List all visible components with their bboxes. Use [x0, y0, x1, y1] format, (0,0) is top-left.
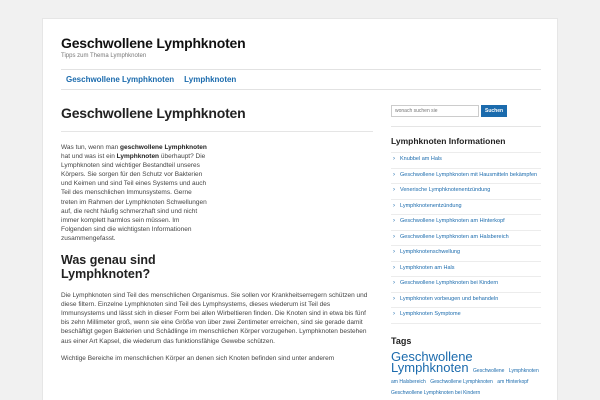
widget-title: Lymphknoten Informationen [391, 136, 506, 146]
intro-text-3: überhaupt? Die Lymphknoten sind wichtiger Bestandteil unseres Körpers. Sie sorgen für den Schutz vor Bakterien und Keimen und sind Teil eines Systems und auch Teil des menschlichen Immunsystems. Gerne treten im Rahmen der Lymphknoten Schwellungen auf, die recht häufig schmerzhaft sind und nicht immer komplett harmlos sein müssen. Im Folgenden sind die wichtigsten Informationen zusammengefasst. [61, 153, 207, 242]
search-form [391, 105, 541, 117]
bullet-icon: › [393, 311, 395, 317]
bullet-icon: › [393, 280, 395, 286]
tag-link[interactable]: Lymphknoten am Halsbereich [391, 367, 539, 385]
tag-link[interactable]: Geschwollene [473, 367, 505, 374]
sidebar-link-label: Lymphknotenschwellung [400, 249, 461, 255]
sidebar-link[interactable] [391, 169, 541, 185]
tag-link[interactable]: Geschwollene Lymphknoten [430, 378, 493, 385]
bullet-icon: › [393, 295, 395, 302]
section-title: Was genau sind Lymphknoten? [61, 253, 156, 282]
intro-paragraph [61, 143, 209, 243]
intro-bold-2: Lymphknoten [116, 153, 160, 161]
intro-bold-1: geschwollene Lymphknoten [120, 144, 207, 151]
nav-item-geschwollene-lymphknoten[interactable]: Geschwollene Lymphknoten [66, 75, 175, 84]
bullet-icon: › [393, 187, 395, 193]
nav-item-lymphknoten[interactable]: Lymphknoten [184, 75, 237, 84]
sidebar-link[interactable] [391, 277, 541, 293]
sidebar-link-label: Geschwollene Lymphknoten mit Hausmitteln bekämpfen [400, 171, 538, 178]
sidebar-link-label: Geschwollene Lymphknoten bei Kindern [400, 280, 499, 286]
sidebar-link[interactable] [391, 152, 541, 169]
section-paragraph-2: Wichtige Bereiche im menschlichen Körper an denen sich Knoten befinden sind unter anderem [61, 354, 335, 362]
main-navigation [61, 69, 541, 90]
tag-link[interactable]: Geschwollene Lymphknoten bei Kindern [391, 389, 481, 396]
sidebar-link-label: Lymphknotenentzündung [400, 202, 462, 209]
sidebar-link-label: Knubbel am Hals [400, 156, 442, 162]
sidebar-link-list [391, 152, 541, 324]
sidebar-link-label: Geschwollene Lymphknoten am Hinterkopf [400, 218, 505, 224]
sidebar-link-label: Lymphknoten vorbeugen und behandeln [400, 295, 499, 302]
sidebar-link-label: Geschwollene Lymphknoten am Halsbereich [400, 233, 509, 240]
sidebar-divider [391, 126, 541, 127]
site-description: Tipps zum Thema Lymphknoten [61, 53, 147, 59]
bullet-icon: › [393, 233, 395, 240]
bullet-icon: › [393, 249, 395, 255]
tag-link[interactable]: am Hinterkopf [497, 378, 529, 385]
tags-title: Tags [391, 335, 412, 346]
entry-title: Geschwollene Lymphknoten [61, 105, 246, 121]
sidebar-link-label: Venerische Lymphknotenentzündung [400, 187, 491, 193]
bullet-icon: › [393, 202, 395, 209]
search-input[interactable] [391, 105, 479, 117]
title-divider [61, 131, 373, 132]
tag-link[interactable]: Geschwollene Lymphknoten [391, 348, 473, 375]
page-container [42, 18, 558, 400]
sidebar-link[interactable] [391, 293, 541, 309]
sidebar-link[interactable] [391, 200, 541, 216]
sidebar-link-label: Lymphknoten Symptome [400, 311, 461, 317]
sidebar-link[interactable] [391, 246, 541, 262]
sidebar-link-label: Lymphknoten am Hals [400, 264, 455, 271]
sidebar-link[interactable] [391, 184, 541, 200]
sidebar-link[interactable] [391, 231, 541, 247]
section-paragraph: Die Lymphknoten sind Teil des menschlichen Organismus. Sie sollen vor Krankheitserregern schützen und diese filtern. Einzelne Lymphknoten sind Teil des Lymphsystems, dieses wiederum ist Teil des Immunsystems und lässt sich in dieser Form bei allen Wirbeltieren finden. Die Knoten sind in etwa bis fünf bis zehn Millimeter groß, wenn sie eine Größe von über zwei Zentimeter erreichen, sind sie gerade damit beschäftigt gegen Bakterien und Schädlinge im menschlichen Körper vorzugehen. Lymphknoten bestehen aus einer Art Kapsel, die wiederum das funktionsfähige Gewebe schützen. [61, 292, 368, 345]
site-header [61, 35, 246, 59]
bullet-icon: › [393, 156, 395, 162]
bullet-icon: › [393, 171, 395, 178]
search-button[interactable]: Suchen [481, 105, 507, 117]
intro-text-2: hat und was ist ein [61, 153, 117, 161]
tag-cloud [391, 348, 541, 397]
main-content [61, 105, 373, 363]
bullet-icon: › [393, 218, 395, 224]
sidebar [391, 105, 541, 397]
sidebar-link[interactable] [391, 308, 541, 324]
sidebar-link[interactable] [391, 262, 541, 278]
sidebar-link[interactable] [391, 215, 541, 231]
site-title[interactable]: Geschwollene Lymphknoten [61, 35, 246, 51]
bullet-icon: › [393, 264, 395, 271]
intro-text-1: Was tun, wenn man [61, 144, 121, 151]
